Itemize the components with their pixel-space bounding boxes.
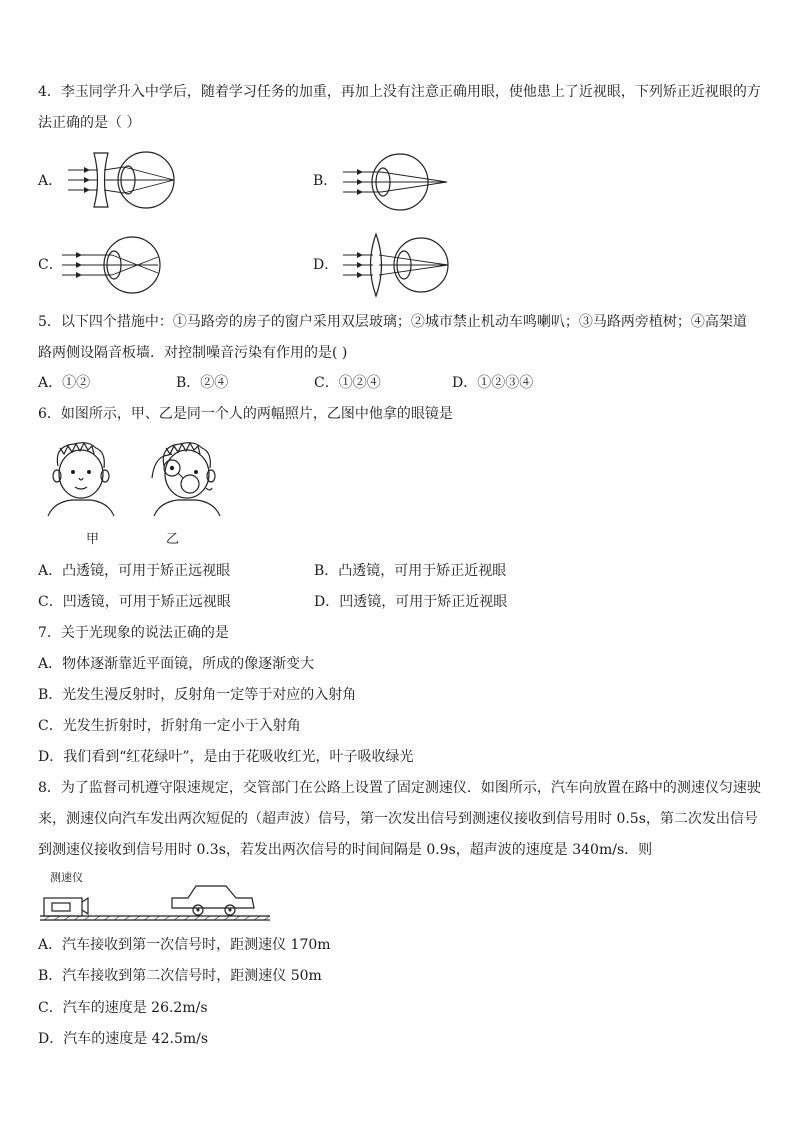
- q8-stem-line3: 到测速仪接收到信号用时 0.3s，若发出两次信号的时间间隔是 0.9s，超声波的速度是 340m/s．则: [38, 842, 653, 858]
- q5-option-d: D．①②③④: [452, 375, 534, 391]
- q8-option-a: A．汽车接收到第一次信号时，距测速仪 170m: [38, 937, 331, 953]
- q4-option-c-label: C．: [38, 257, 63, 273]
- q7-option-b: B．光发生漫反射时，反射角一定等于对应的入射角: [38, 687, 357, 703]
- q8-option-b: B．汽车接收到第二次信号时，距测速仪 50m: [38, 968, 322, 984]
- q4-figure-c-eye-focus-front: [62, 235, 177, 295]
- q4-stem-line1: 4．李玉同学升入中学后，随着学习任务的加重，再加上没有注意正确用眼，使他患上了近视眼，下列矫正近视眼的方: [38, 84, 761, 100]
- q8-option-d: D．汽车的速度是 42.5m/s: [38, 1031, 209, 1047]
- q4-option-a-label: A．: [38, 173, 63, 189]
- q5-stem-line2: 路两侧设隔音板墙．对控制噪音污染有作用的是( ): [38, 345, 348, 361]
- q6-option-b: B．凸透镜，可用于矫正近视眼: [314, 563, 507, 579]
- q4-option-b-label: B．: [313, 173, 338, 189]
- q5-stem-line1: 5．以下四个措施中：①马路旁的房子的窗户采用双层玻璃；②城市禁止机动车鸣喇叭；③马路两旁植树；④高架道: [38, 314, 747, 330]
- q5-option-a: A．①②: [38, 375, 91, 391]
- q4-figure-a-concave-lens-eye: [68, 150, 183, 210]
- q5-option-c: C．①②④: [314, 375, 381, 391]
- q4-figure-d-convex-lens-eye: [343, 232, 458, 298]
- q7-option-d: D．我们看到“红花绿叶”，是由于花吸收红光，叶子吸收绿光: [38, 749, 414, 765]
- q4-option-d-label: D．: [313, 257, 339, 273]
- q6-caption-yi: 乙: [166, 532, 180, 547]
- q6-caption-jia: 甲: [86, 532, 100, 547]
- q6-option-c: C．凹透镜，可用于矫正远视眼: [38, 594, 231, 610]
- q6-figure-boy-without-glasses: [44, 438, 119, 518]
- q7-option-a: A．物体逐渐靠近平面镜，所成的像逐渐变大: [38, 656, 315, 672]
- q8-option-c: C．汽车的速度是 26.2m/s: [38, 1000, 208, 1016]
- q6-option-d: D．凹透镜，可用于矫正近视眼: [314, 594, 508, 610]
- q4-stem-line2: 法正确的是（ ）: [38, 115, 141, 131]
- q4-figure-b-eye-focus-behind: [343, 152, 458, 212]
- q6-figure-boy-holding-glasses: [150, 438, 225, 518]
- q8-device-label: 测速仪: [50, 871, 83, 884]
- q8-stem-line1: 8．为了监督司机遵守限速规定，交管部门在公路上设置了固定测速仪．如图所示，汽车向放置在路中的测速仪匀速驶: [38, 780, 761, 796]
- q5-option-b: B．②④: [176, 375, 229, 391]
- q7-stem-line1: 7．关于光现象的说法正确的是: [38, 625, 229, 641]
- q8-figure-speed-camera-and-car: [40, 868, 272, 924]
- q6-stem-line1: 6．如图所示，甲、乙是同一个人的两幅照片，乙图中他拿的眼镜是: [38, 406, 453, 422]
- q6-option-a: A．凸透镜，可用于矫正远视眼: [38, 563, 231, 579]
- q8-stem-line2: 来，测速仪向汽车发出两次短促的（超声波）信号，第一次发出信号到测速仪接收到信号用时 0.5s，第二次发出信号: [38, 811, 758, 827]
- q7-option-c: C．光发生折射时，折射角一定小于入射角: [38, 718, 301, 734]
